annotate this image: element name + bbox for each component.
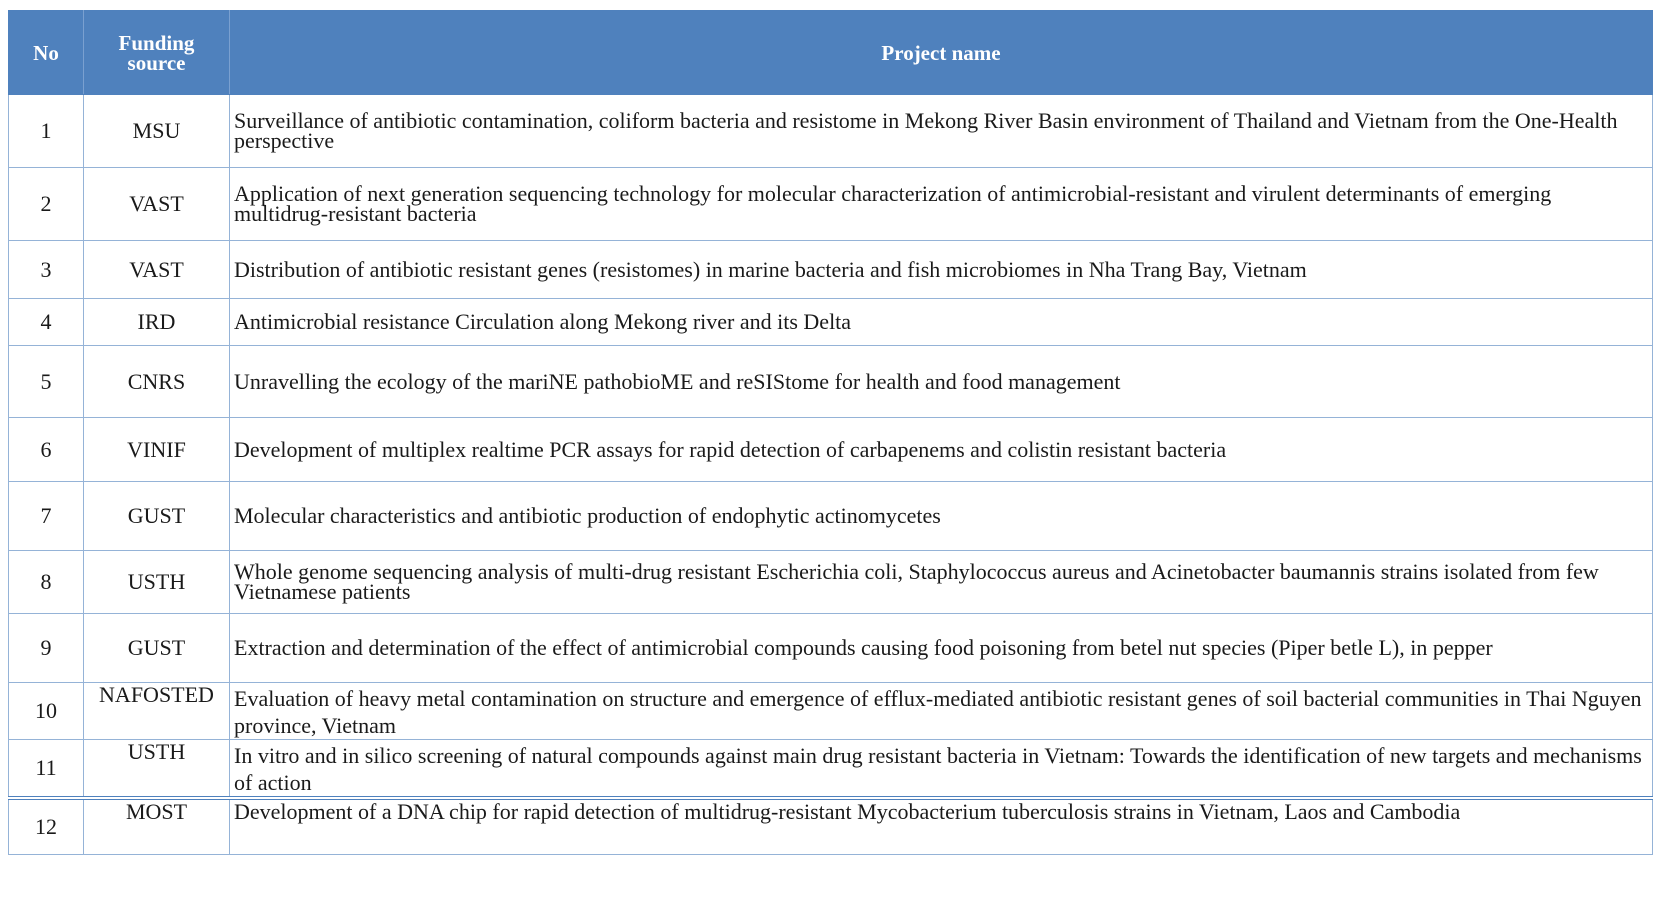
header-no [9, 11, 84, 95]
cell-source: VAST [84, 168, 230, 241]
cell-no: 11 [9, 740, 84, 799]
cell-source: VAST [84, 241, 230, 299]
cell-project-name: Evaluation of heavy metal contamination on structure and emergence of efflux-mediated antibiotic resistant genes of soil bacterial communities in Thai Nguyen province, Vietnam [230, 683, 1653, 740]
cell-project-name: Extraction and determination of the effect of antimicrobial compounds causing food poisoning from betel nut species (Piper betle L), in pepper [230, 614, 1653, 683]
cell-no: 9 [9, 614, 84, 683]
header-project-name-label: Project name [881, 40, 1001, 65]
cell-no: 5 [9, 346, 84, 418]
table-row [9, 740, 1653, 799]
cell-source: USTH [84, 740, 230, 799]
header-project-name [230, 11, 1653, 95]
table-row [9, 683, 1653, 740]
cell-project-name: Development of multiplex realtime PCR assays for rapid detection of carbapenems and colistin resistant bacteria [230, 418, 1653, 482]
header-row [9, 11, 1653, 95]
table-header [9, 11, 1653, 95]
cell-no: 10 [9, 683, 84, 740]
cell-no: 1 [9, 95, 84, 168]
header-funding-line2: source [127, 50, 186, 75]
table-body [9, 95, 1653, 855]
cell-source: MSU [84, 95, 230, 168]
cell-project-name: Unravelling the ecology of the mariNE pathobioME and reSIStome for health and food management [230, 346, 1653, 418]
cell-project-name: Molecular characteristics and antibiotic production of endophytic actinomycetes [230, 482, 1653, 551]
cell-source: NAFOSTED [84, 683, 230, 740]
cell-source: CNRS [84, 346, 230, 418]
cell-source: MOST [84, 798, 230, 854]
table-row [9, 346, 1653, 418]
cell-project-name: Development of a DNA chip for rapid detection of multidrug-resistant Mycobacterium tuberculosis strains in Vietnam, Laos and Cambodia [230, 798, 1653, 854]
table-row [9, 798, 1653, 854]
cell-source: GUST [84, 614, 230, 683]
cell-source: VINIF [84, 418, 230, 482]
project-table [8, 10, 1653, 855]
cell-project-name: Antimicrobial resistance Circulation along Mekong river and its Delta [230, 299, 1653, 346]
table-row [9, 614, 1653, 683]
cell-project-name: Application of next generation sequencing technology for molecular characterization of antimicrobial-resistant and virulent determinants of emerging multidrug-resistant bacteria [230, 168, 1653, 241]
cell-no: 4 [9, 299, 84, 346]
header-no-label: No [33, 40, 59, 65]
cell-project-name: Surveillance of antibiotic contamination, coliform bacteria and resistome in Mekong River Basin environment of Thailand and Vietnam from the One-Health perspective [230, 95, 1653, 168]
header-funding-source [84, 11, 230, 95]
cell-no: 6 [9, 418, 84, 482]
cell-project-name: In vitro and in silico screening of natural compounds against main drug resistant bacteria in Vietnam: Towards the identification of new targets and mechanisms of action [230, 740, 1653, 799]
table-row [9, 482, 1653, 551]
cell-no: 3 [9, 241, 84, 299]
cell-no: 7 [9, 482, 84, 551]
cell-source: USTH [84, 551, 230, 614]
table-row [9, 551, 1653, 614]
cell-project-name: Whole genome sequencing analysis of multi-drug resistant Escherichia coli, Staphylococcus aureus and Acinetobacter baumannis strains isolated from few Vietnamese patients [230, 551, 1653, 614]
table-row [9, 95, 1653, 168]
cell-source: IRD [84, 299, 230, 346]
table-row [9, 299, 1653, 346]
cell-source: GUST [84, 482, 230, 551]
cell-no: 2 [9, 168, 84, 241]
cell-project-name: Distribution of antibiotic resistant genes (resistomes) in marine bacteria and fish microbiomes in Nha Trang Bay, Vietnam [230, 241, 1653, 299]
table-row [9, 241, 1653, 299]
table-row [9, 418, 1653, 482]
header-funding-line1: Funding [118, 30, 195, 55]
cell-no: 8 [9, 551, 84, 614]
table-row [9, 168, 1653, 241]
cell-no: 12 [9, 798, 84, 854]
